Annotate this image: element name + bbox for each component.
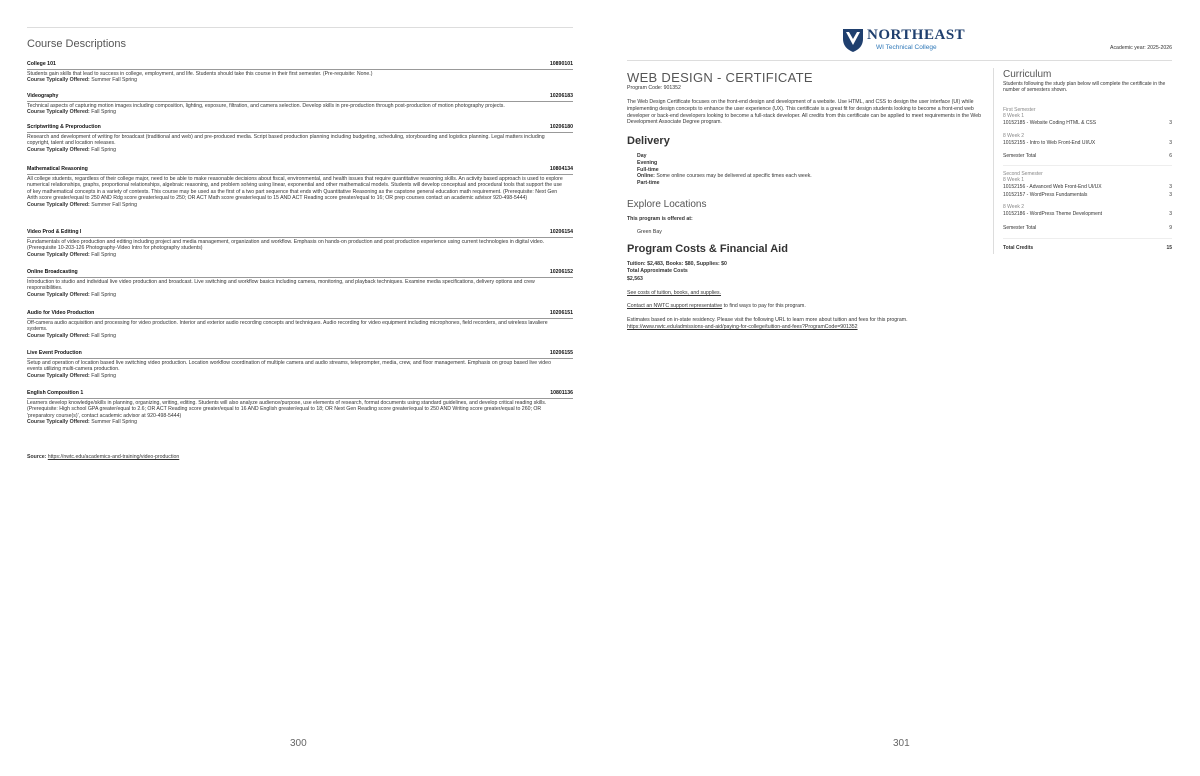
offered-terms: Fall Spring xyxy=(91,109,116,116)
course-offered xyxy=(27,373,573,380)
course-code: 10804134 xyxy=(549,166,573,172)
course-name: Videography xyxy=(27,93,59,99)
course-description: Setup and operation of location based live switching video production. Location workflow coordination of multiple camera and audio streams, teleprompter, media, crew, and floor management. Emphasis on group based live video events utilizing multi-camera production. xyxy=(27,359,551,373)
offered-terms: Fall Spring xyxy=(91,291,116,298)
course-code: 10206152 xyxy=(549,269,573,275)
contact-link[interactable]: Contact an NWTC support representative xyxy=(627,303,723,309)
course-name: Live Event Production xyxy=(27,350,82,356)
curriculum-course-row xyxy=(1003,192,1172,198)
delivery-text: Some online courses may be delivered at specific times each week. xyxy=(656,173,812,180)
course-entry xyxy=(27,390,573,426)
total-costs-value: $2,563 xyxy=(627,276,643,282)
course-name: 10152186 - WordPress Theme Development xyxy=(1003,211,1103,217)
estimates-text: Estimates based on in-state residency. Please visit the following URL to learn more about tuition and fees for this program. xyxy=(627,317,908,323)
delivery-item xyxy=(637,167,977,174)
course-name: Video Prod & Editing I xyxy=(27,229,82,235)
costs-link[interactable]: See costs of tuition, books, and supplies. xyxy=(627,290,722,296)
course-rule xyxy=(27,318,573,319)
offered-label: Course Typically Offered: xyxy=(27,201,90,208)
course-name: Audio for Video Production xyxy=(27,310,95,316)
course-header xyxy=(27,166,573,173)
course-code: 10206183 xyxy=(549,93,573,99)
delivery-label: Day xyxy=(637,153,647,159)
page-number: 301 xyxy=(893,738,910,749)
offered-terms: Fall Spring xyxy=(91,332,116,339)
s1-week2-label: 8 Week 2 xyxy=(1003,133,1025,139)
top-rule xyxy=(27,27,573,28)
curriculum-course-row xyxy=(1003,211,1172,217)
course-rule xyxy=(27,277,573,278)
offered-label: Course Typically Offered: xyxy=(27,372,90,379)
locations-intro: This program is offered at: xyxy=(627,216,693,222)
delivery-item xyxy=(637,173,977,180)
semester-total-credits: 6 xyxy=(1169,153,1172,159)
source-label: Source: xyxy=(27,454,47,460)
course-rule xyxy=(27,132,573,133)
course-rule xyxy=(27,237,573,238)
course-name: 10152157 - WordPress Fundamentals xyxy=(1003,192,1088,198)
total-credits-row xyxy=(1003,245,1172,251)
course-name: English Composition 1 xyxy=(27,390,84,396)
delivery-label: Part-time xyxy=(637,180,660,187)
course-entry xyxy=(27,93,573,116)
source-link[interactable]: https://nwtc.edu/academics-and-training/video-production xyxy=(47,454,180,460)
course-description: Learners develop knowledge/skills in planning, organizing, writing, editing. Students will also analyze audience/purpose, use elements of research, format documents using standard guidelines, and develop critical reading skills. (Prerequisite: High school GPA greater/equal to 2.6; OR ACT Reading score greater/equal to 16 AND English greater/equal to 18; OR Next Gen Reading score greater/equal to 250 AND Writing score greater/equal to 260; OR 'preparatory course(s)', contact academic advisor at 920-498-5444) xyxy=(27,399,547,419)
curriculum-course-row xyxy=(1003,120,1172,126)
program-intro: The Web Design Certificate focuses on the front-end design and development of a website. Use HTML, and CSS to design the user interface (UI) while implementing design concepts to enhance the user experience (UX). This certificate is a great fit for design students looking to become a front-end web developer or back-end developers looking to become a full-stack developer. All credits from this certificate can be applied to meet requirements in the Web Development Associate Degree program. xyxy=(627,99,981,126)
offered-terms: Summer Fall Spring xyxy=(91,201,138,208)
course-description: Fundamentals of video production and editing including project and media management, organization and workflow. Emphasis on hands-on production and post production experience using current technologies in digital video. (Prerequisite 10-203-126 Photography-Video Intro for photography students) xyxy=(27,238,545,252)
costs-heading: Program Costs & Financial Aid xyxy=(627,243,788,255)
offered-label: Course Typically Offered: xyxy=(27,77,90,84)
tuition-url-link[interactable]: https://www.nwtc.edu/admissions-and-aid/paying-for-college/tuition-and-fees?ProgramCode=901352 xyxy=(627,324,858,330)
course-code: 10206180 xyxy=(549,124,573,130)
offered-terms: Fall Spring xyxy=(91,146,116,153)
course-description: Introduction to studio and individual live video production and broadcast. Live switching and workflow basics including camera, monitoring, and playback techniques. Examine media specifications, delivery options and crew responsibilities. xyxy=(27,278,535,292)
course-entry xyxy=(27,229,573,258)
course-description: All college students, regardless of their college major, need to be able to make reasonable decisions about fiscal, environmental, and health issues that require quantitative reasoning skills. An activity based approach is used to explore numerical relationships, graphs, proportional relationships, algebraic reasoning, and problem solving using linear, exponential and other mathematical models. Students will develop conceptual and procedural tools that support the use of key mathematical concepts in a variety of contexts. This course may be used as the first of a two part sequence that ends with Quantitative Reasoning as the capstone general education math requirement. (Prerequisite: Next Gen Arith score greater/equal to 250 AND Rdg score greater/equal to 250; OR ACT Math score greater/equal to 15 AND ACT Reading score greater/equal to 16; OR prep courses contact an academic advisor 920-498-5444) xyxy=(27,175,563,202)
course-description: Technical aspects of capturing motion images including composition, lighting, exposure, filtration, and camera selection. Develop skills in pre-production through post-production of motion photography projects. xyxy=(27,102,505,109)
delivery-heading: Delivery xyxy=(627,135,670,147)
source-line xyxy=(27,454,179,461)
offered-terms: Fall Spring xyxy=(91,372,116,379)
semester-total-row xyxy=(1003,225,1172,231)
course-code: 10890101 xyxy=(549,61,573,67)
delivery-label: Evening xyxy=(637,159,658,166)
delivery-item xyxy=(637,153,977,160)
total-credits-value: 15 xyxy=(1166,245,1172,251)
course-offered xyxy=(27,77,573,84)
course-header xyxy=(27,310,573,317)
page-title: Course Descriptions xyxy=(27,38,127,50)
offered-label: Course Typically Offered: xyxy=(27,251,90,258)
course-header xyxy=(27,229,573,236)
course-rule xyxy=(27,101,573,102)
course-rule xyxy=(27,69,573,70)
delivery-list xyxy=(637,153,977,187)
total-costs-label: Total Approximate Costs xyxy=(627,268,688,274)
offered-label: Course Typically Offered: xyxy=(27,332,90,339)
course-name: 10152185 - Website Coding HTML & CSS xyxy=(1003,120,1097,126)
header-rule xyxy=(627,60,1172,61)
delivery-label: Online: xyxy=(637,173,655,180)
course-entry xyxy=(27,166,573,209)
s2-week1-label: 8 Week 1 xyxy=(1003,177,1025,183)
second-semester-label: Second Semester xyxy=(1003,171,1043,177)
page-number: 300 xyxy=(290,738,307,749)
logo-wordmark: NORTHEAST xyxy=(867,27,966,43)
shield-icon xyxy=(842,27,864,53)
course-rule xyxy=(27,174,573,175)
course-offered xyxy=(27,292,573,299)
course-header xyxy=(27,93,573,100)
semester-total-credits: 9 xyxy=(1169,225,1172,231)
offered-terms: Summer Fall Spring xyxy=(91,77,138,84)
course-offered xyxy=(27,333,573,340)
academic-year: Academic year: 2025-2026 xyxy=(1110,45,1172,51)
contact-line xyxy=(627,303,806,310)
course-offered xyxy=(27,147,573,154)
course-code: 10206154 xyxy=(549,229,573,235)
course-offered xyxy=(27,252,573,259)
curriculum-divider xyxy=(993,68,994,254)
course-header xyxy=(27,61,573,68)
s2-week2-label: 8 Week 2 xyxy=(1003,204,1025,210)
curriculum-course-row xyxy=(1003,184,1172,190)
course-credits: 3 xyxy=(1169,192,1172,198)
course-header xyxy=(27,350,573,357)
curriculum-course-row xyxy=(1003,140,1172,146)
course-description: Research and development of writing for broadcast (traditional and web) and pre-produced media. Script based production planning including budgeting, scheduling, storyboarding and logistics planning. Legal matters including copyright, talent and location releases. xyxy=(27,133,545,147)
course-credits: 3 xyxy=(1169,140,1172,146)
semester-total-label: Semester Total xyxy=(1003,225,1037,231)
course-name: 10152155 - Intro to Web Front-End UI/UX xyxy=(1003,140,1096,146)
course-name: Scriptwriting & Preproduction xyxy=(27,124,101,130)
delivery-item xyxy=(637,180,977,187)
semester-total-label: Semester Total xyxy=(1003,153,1037,159)
program-title: WEB DESIGN - CERTIFICATE xyxy=(627,70,813,85)
offered-label: Course Typically Offered: xyxy=(27,419,90,426)
logo-subtitle: WI Technical College xyxy=(876,44,937,51)
first-semester-label: First Semester xyxy=(1003,107,1036,113)
course-header xyxy=(27,390,573,397)
course-entry xyxy=(27,124,573,153)
course-offered xyxy=(27,202,573,209)
course-rule xyxy=(27,358,573,359)
curriculum-heading: Curriculum xyxy=(1003,69,1052,80)
offered-label: Course Typically Offered: xyxy=(27,146,90,153)
course-credits: 3 xyxy=(1169,184,1172,190)
course-description: Off-camera audio acquisition and processing for video production. Interior and exterior audio recording concepts and techniques. Audio recording for video equipment including microphones, field recorders, and wireless lavaliere systems. xyxy=(27,319,548,333)
course-credits: 3 xyxy=(1169,120,1172,126)
course-offered xyxy=(27,419,573,426)
course-entry xyxy=(27,61,573,84)
semester-rule xyxy=(1003,238,1172,239)
course-code: 10206155 xyxy=(549,350,573,356)
curriculum-intro: Students following the study plan below will complete the certificate in the number of semesters shown. xyxy=(1003,81,1166,93)
total-credits-label: Total Credits xyxy=(1003,245,1034,251)
contact-rest: to find ways to pay for this program. xyxy=(722,303,806,309)
program-code: Program Code: 901352 xyxy=(627,85,681,91)
course-name: College 101 xyxy=(27,61,56,67)
course-header xyxy=(27,124,573,131)
course-header xyxy=(27,269,573,276)
college-logo xyxy=(842,27,966,55)
course-name: Online Broadcasting xyxy=(27,269,78,275)
course-rule xyxy=(27,398,573,399)
delivery-label: Full-time xyxy=(637,166,659,173)
s1-week1-label: 8 Week 1 xyxy=(1003,113,1025,119)
offered-label: Course Typically Offered: xyxy=(27,109,90,116)
course-offered xyxy=(27,109,573,116)
semester-rule xyxy=(1003,165,1172,166)
offered-terms: Fall Spring xyxy=(91,251,116,258)
course-description: Students gain skills that lead to success in college, employment, and life. Students should take this course in their first semester. (Pre-requisite: None.) xyxy=(27,70,373,77)
offered-terms: Summer Fall Spring xyxy=(91,419,138,426)
course-entry xyxy=(27,310,573,339)
course-name: 10152156 - Advanced Web Front-End UI/UX xyxy=(1003,184,1102,190)
course-code: 10801136 xyxy=(550,390,573,396)
semester-total-row xyxy=(1003,153,1172,159)
delivery-item xyxy=(637,160,977,167)
course-entry xyxy=(27,269,573,298)
tuition-line: Tuition: $2,483, Books: $80, Supplies: $0 xyxy=(627,261,727,267)
course-code: 10206151 xyxy=(549,310,573,316)
course-entry xyxy=(27,350,573,379)
location-green-bay[interactable]: Green Bay xyxy=(637,229,662,235)
locations-heading: Explore Locations xyxy=(627,199,707,210)
offered-label: Course Typically Offered: xyxy=(27,291,90,298)
course-name: Mathematical Reasoning xyxy=(27,166,88,172)
course-credits: 3 xyxy=(1169,211,1172,217)
